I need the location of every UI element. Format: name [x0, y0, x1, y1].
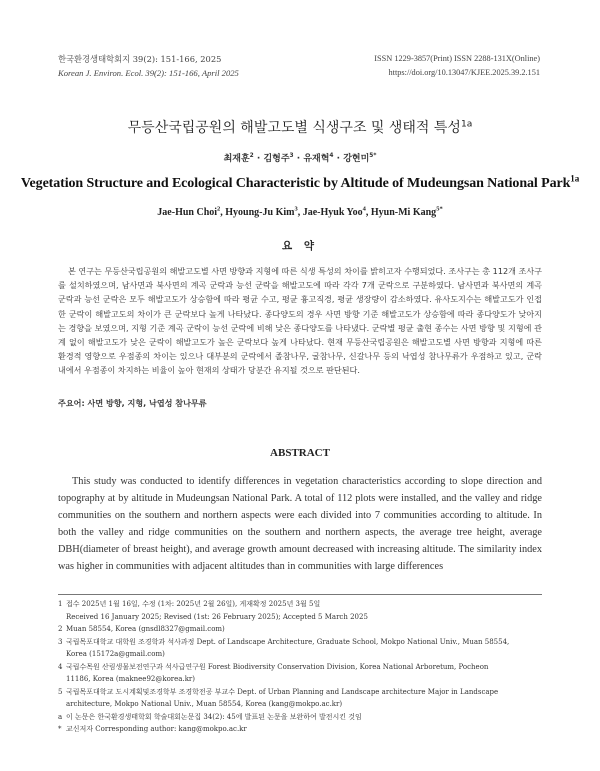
- author-en: Hyoung-Ju Kim$^3$,: [225, 205, 303, 218]
- issn: ISSN 1229-3857(Print) ISSN 2288-131X(Online): [374, 54, 540, 63]
- journal-ids: [374, 52, 540, 80]
- title-korean: 무등산국립공원의 해발고도별 식생구조 및 생태적 특성$^{1a}$: [127, 119, 473, 136]
- author-ko: 최재훈$^2$: [223, 153, 254, 164]
- author-separator: ·: [296, 154, 301, 164]
- keywords-korean: 주요어: 사면 방향, 지형, 낙엽성 참나무류: [58, 398, 207, 408]
- author-separator: ·: [336, 154, 341, 164]
- author-separator: ·: [256, 154, 261, 164]
- footnote-divider: [58, 594, 542, 595]
- authors-english: [0, 207, 600, 218]
- abstract-korean-heading: 요 약: [282, 240, 318, 252]
- footnote-a: a 이 논문은 한국환경생태학회 학술대회논문집 34(2): 45에 발표된 논문을 보완하여 발전시킨 것임: [58, 712, 362, 721]
- footnotes: [58, 598, 548, 736]
- author-en: Jae-Hun Choi$^2$,: [157, 205, 226, 218]
- footnote-1: 1 접수 2025년 1월 16일, 수정 (1차: 2025년 2월 26일), 게재확정 2025년 3월 5일 Received 16 January 2025; Revised (1st: 26 February 2025); Accepted 5 March 2025: [58, 600, 368, 621]
- footnote-3: 3 국립목포대학교 대학원 조경학과 석사과정 Dept. of Landscape Architecture, Graduate School, Mokpo National Univ., Muan 58554, Korea (15172a@gmail.com): [58, 637, 510, 658]
- footnote-2: 2 Muan 58554, Korea (gnsdl8327@gmail.com): [58, 625, 225, 633]
- footnote-5: 5 국립목포대학교 도시계획및조경학부 조경학전공 부교수 Dept. of Urban Planning and Landscape architecture Major in Landscape architecture, Mokpo National Univ., Muan 58554, Korea (kang@mokpo.ac.kr): [58, 687, 499, 708]
- author-ko: 김형주$^3$: [263, 153, 294, 164]
- journal-citation: [58, 52, 239, 80]
- footnote-corresponding: * 교신저자 Corresponding author: kang@mokpo.ac.kr: [58, 725, 247, 733]
- author-ko: 유재혁$^4$: [303, 153, 334, 164]
- title-english-sup: 1a: [570, 173, 580, 184]
- journal-citation-ko: 한국환경생태학회지 39(2): 151-166, 2025: [58, 54, 222, 64]
- author-en: Hyun-Mi Kang$^{5*}$: [370, 205, 443, 218]
- authors-korean: [0, 151, 600, 164]
- journal-citation-en: Korean J. Environ. Ecol. 39(2): 151-166, April 2025: [58, 68, 239, 78]
- title-english: Vegetation Structure and Ecological Characteristic by Altitude of Mudeungsan National Park$^{1a}$: [20, 173, 580, 191]
- footnote-4: 4 국립수목원 산림생물보전연구과 석사급연구원 Forest Biodiversity Conservation Division, Korea National Arboretum, Pocheon 11186, Korea (maknee92@korea.kr): [58, 662, 489, 683]
- abstract-korean: 본 연구는 무등산국립공원의 해발고도별 사면 방향과 지형에 따른 식생 특성의 차이를 밝히고자 수행되었다. 조사구는 총 112개 조사구를 설치하였으며, 남사면과 북사면의 계곡 군락과 능선 군락을 해발고도에 따라 각각 7개 군락으로 구분하였다. 남사면과 북사면의 계곡 군락과 능선 군락은 모두 해발고도가 상승함에 따라 평균 수고, 평균 흉고직경, 평균 생장량이 감소하였다. 유사도지수는 해발고도가 인접한 군락이 해발고도의 차이가 큰 군락보다 높게 나타났다. 종다양도의 경우 사면 방향 기준 해발고도가 상승함에 따라 종다양도가 낮아지는 경향을 보였으며, 지형 기준 계곡 군락이 능선 군락에 비해 낮은 종다양도를 나타냈다. 군락별 평균 출현 종수는 사면 방향 및 지형에 관계 없이 해발고도가 낮은 군락이 해발고도가 높은 군락보다 높게 나타났다. 현재 무등산국립공원은 해발고도별 사면 방향과 지형에 따른 환경적 영향으로 우점종의 차이는 있으나 대부분의 군락에서 졸참나무, 굴참나무, 신갈나무 등의 낙엽성 참나무류가 우점하고 있고, 군락 내에서 우점종이 차지하는 비율이 높아 현재의 상태가 당분간 유지될 것으로 판단된다.: [58, 266, 542, 376]
- author-ko: 강현미$^{5*}$: [343, 153, 377, 164]
- abstract-english: This study was conducted to identify differences in vegetation characteristics according to slope direction and topography at by altitude in Mudeungsan National Park. A total of 112 plots were installed, and the valley and ridge communities on the southern and northern aspects were each divided into 7 communities according to altitude. In both the valley and ridge communities on the southern and northern aspects, the average tree height, average DBH(diameter of breast height), and average growth amount decreased with increasing altitude. The similarity index was higher in communities with adjacent altitudes than in communities with large differences: [58, 476, 542, 572]
- author-en: Jae-Hyuk Yoo$^4$,: [302, 205, 371, 218]
- abstract-english-heading: ABSTRACT: [270, 447, 330, 459]
- title-korean-sup: 1a: [460, 119, 473, 130]
- doi-link[interactable]: https://doi.org/10.13047/KJEE.2025.39.2.151: [388, 68, 540, 77]
